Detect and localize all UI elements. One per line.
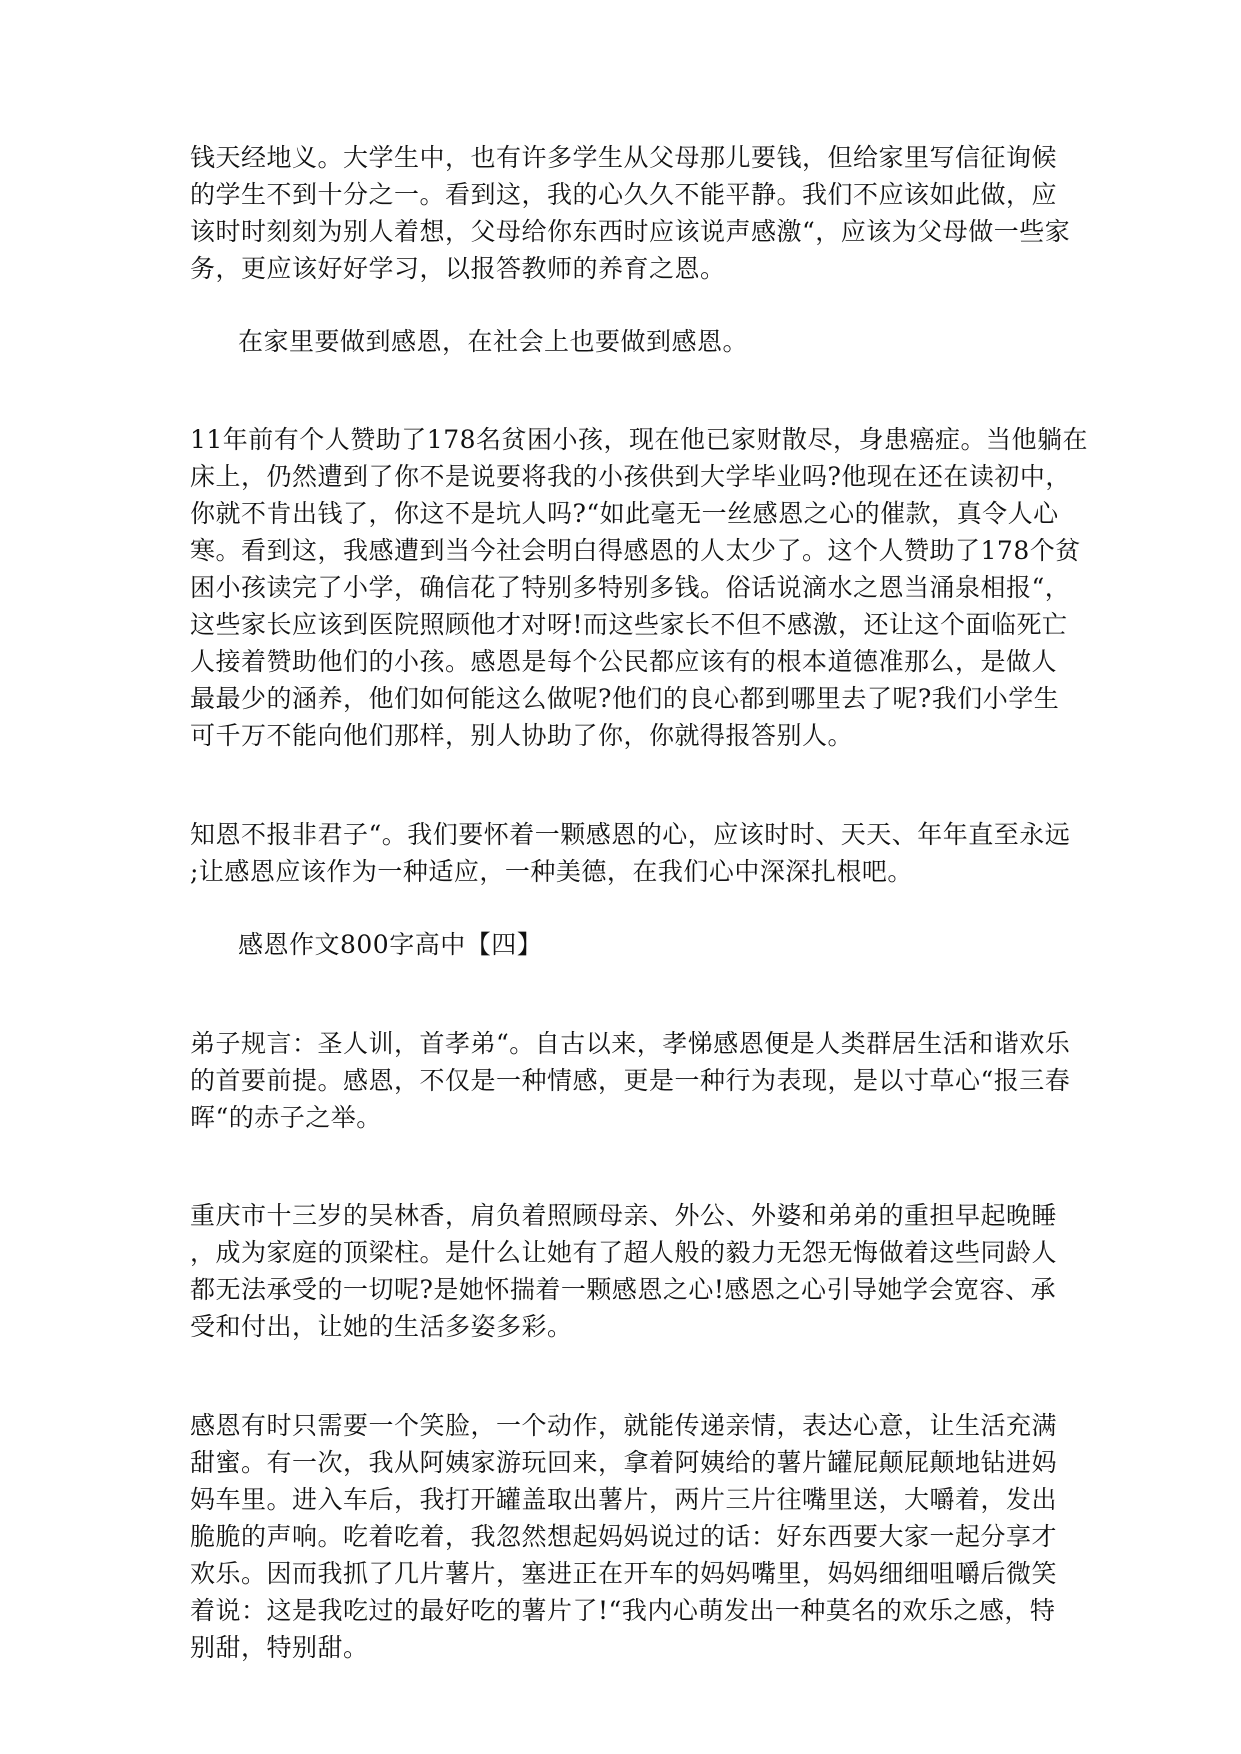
text-line: 受和付出，让她的生活多姿多彩。 (190, 1312, 573, 1341)
text-line: 最最少的涵养，他们如何能这么做呢?他们的良心都到哪里去了呢?我们小学生 (190, 684, 1060, 713)
text-line: 可千万不能向他们那样，别人协助了你，你就得报答别人。 (190, 721, 854, 750)
text-line: 脆脆的声响。吃着吃着，我忽然想起妈妈说过的话：好东西要大家一起分享才 (190, 1522, 1058, 1551)
text-line: 这些家长应该到医院照顾他才对呀!而这些家长不但不感激，还让这个面临死亡 (190, 610, 1068, 639)
text-line: 你就不肯出钱了，你这不是坑人吗?“如此毫无一丝感恩之心的催款，真令人心 (190, 499, 1059, 528)
text-line: 人接着赞助他们的小孩。感恩是每个公民都应该有的根本道德准那么，是做人 (190, 647, 1058, 676)
text-line: 的学生不到十分之一。看到这，我的心久久不能平静。我们不应该如此做，应 (190, 180, 1058, 209)
text-line: 困小孩读完了小学，确信花了特别多特别多钱。俗话说滴水之恩当涌泉相报“， (190, 573, 1071, 602)
text-line: 着说：这是我吃过的最好吃的薯片了!“我内心萌发出一种莫名的欢乐之感，特 (190, 1596, 1056, 1625)
text-line: 知恩不报非君子“。我们要怀着一颗感恩的心，应该时时、天天、年年直至永远 (190, 820, 1071, 849)
text-line: 11年前有个人赞助了178名贫困小孩，现在他已家财散尽，身患癌症。当他躺在 (190, 425, 1089, 454)
text-line: 寒。看到这，我感遭到当今社会明白得感恩的人太少了。这个人赞助了178个贫 (190, 536, 1081, 565)
text-line: 务，更应该好好学习，以报答教师的养育之恩。 (190, 254, 726, 283)
text-line: 妈车里。进入车后，我打开罐盖取出薯片，两片三片往嘴里送，大嚼着，发出 (190, 1485, 1058, 1514)
text-line: 甜蜜。有一次，我从阿姨家游玩回来，拿着阿姨给的薯片罐屁颠屁颠地钻进妈 (190, 1448, 1058, 1477)
section-heading: 感恩作文800字高中【四】 (238, 930, 543, 959)
text-line: 在家里要做到感恩，在社会上也要做到感恩。 (238, 327, 749, 356)
text-line: 都无法承受的一切呢?是她怀揣着一颗感恩之心!感恩之心引导她学会宽容、承 (190, 1275, 1056, 1304)
text-line: 感恩有时只需要一个笑脸，一个动作，就能传递亲情，表达心意，让生活充满 (190, 1411, 1058, 1440)
text-line: ;让感恩应该作为一种适应，一种美德，在我们心中深深扎根吧。 (190, 857, 913, 886)
text-line: 床上，仍然遭到了你不是说要将我的小孩供到大学毕业吗?他现在还在读初中， (190, 462, 1071, 491)
text-line: 钱天经地义。大学生中，也有许多学生从父母那儿要钱，但给家里写信征询候 (190, 143, 1058, 172)
text-line: 欢乐。因而我抓了几片薯片，塞进正在开车的妈妈嘴里，妈妈细细咀嚼后微笑 (190, 1559, 1058, 1588)
text-line: 该时时刻刻为别人着想，父母给你东西时应该说声感激“，应该为父母做一些家 (190, 217, 1071, 246)
text-line: 晖“的赤子之举。 (190, 1103, 382, 1132)
text-line: ，成为家庭的顶梁柱。是什么让她有了超人般的毅力无怨无悔做着这些同龄人 (190, 1238, 1058, 1267)
text-line: 的首要前提。感恩，不仅是一种情感，更是一种行为表现，是以寸草心“报三春 (190, 1066, 1071, 1095)
text-line: 重庆市十三岁的吴林香，肩负着照顾母亲、外公、外婆和弟弟的重担早起晚睡 (190, 1201, 1058, 1230)
text-line: 弟子规言：圣人训，首孝弟“。自古以来，孝悌感恩便是人类群居生活和谐欢乐 (190, 1029, 1071, 1058)
text-line: 别甜，特别甜。 (190, 1633, 369, 1662)
